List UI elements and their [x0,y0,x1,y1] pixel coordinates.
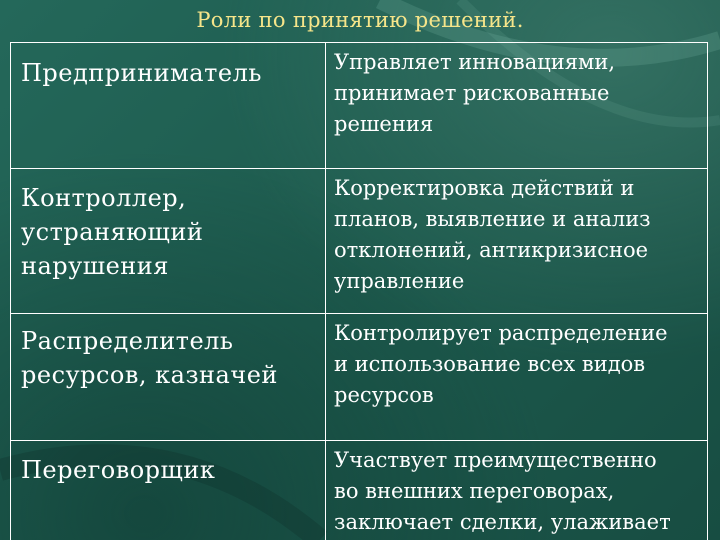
description-text: заключает сделки, улаживает [334,510,671,534]
description-cell [326,441,708,540]
table-row [11,43,708,169]
description-text: планов, выявление и анализ [334,207,651,231]
roles-table [10,42,708,540]
slide-title: Роли по принятию решений. [196,8,524,32]
description-text: решения [334,112,434,136]
role-text: нарушения [21,252,169,280]
role-cell [11,169,326,314]
description-cell [326,43,708,169]
table-row [11,314,708,441]
role-text: Контроллер, [21,184,187,212]
description-text: принимает рискованные [334,81,610,105]
role-text: устраняющий [21,218,204,246]
role-cell [11,314,326,441]
description-text: Корректировка действий и [334,176,635,200]
description-text: во внешних переговорах, [334,479,615,503]
description-cell [326,314,708,441]
description-text: Управляет инновациями, [334,50,615,74]
description-text: отклонений, антикризисное [334,238,649,262]
description-text: Контролирует распределение [334,321,668,345]
description-text: и использование всех видов [334,352,646,376]
role-text: Предприниматель [21,59,262,87]
role-cell [11,43,326,169]
role-text: Переговорщик [21,456,216,484]
description-text: ресурсов [334,383,434,407]
table-row [11,169,708,314]
description-cell [326,169,708,314]
description-text: Участвует преимущественно [334,448,657,472]
table-row [11,441,708,540]
role-cell [11,441,326,540]
description-text: управление [334,269,465,293]
role-text: Распределитель [21,327,234,355]
role-text: ресурсов, казначей [21,361,278,389]
